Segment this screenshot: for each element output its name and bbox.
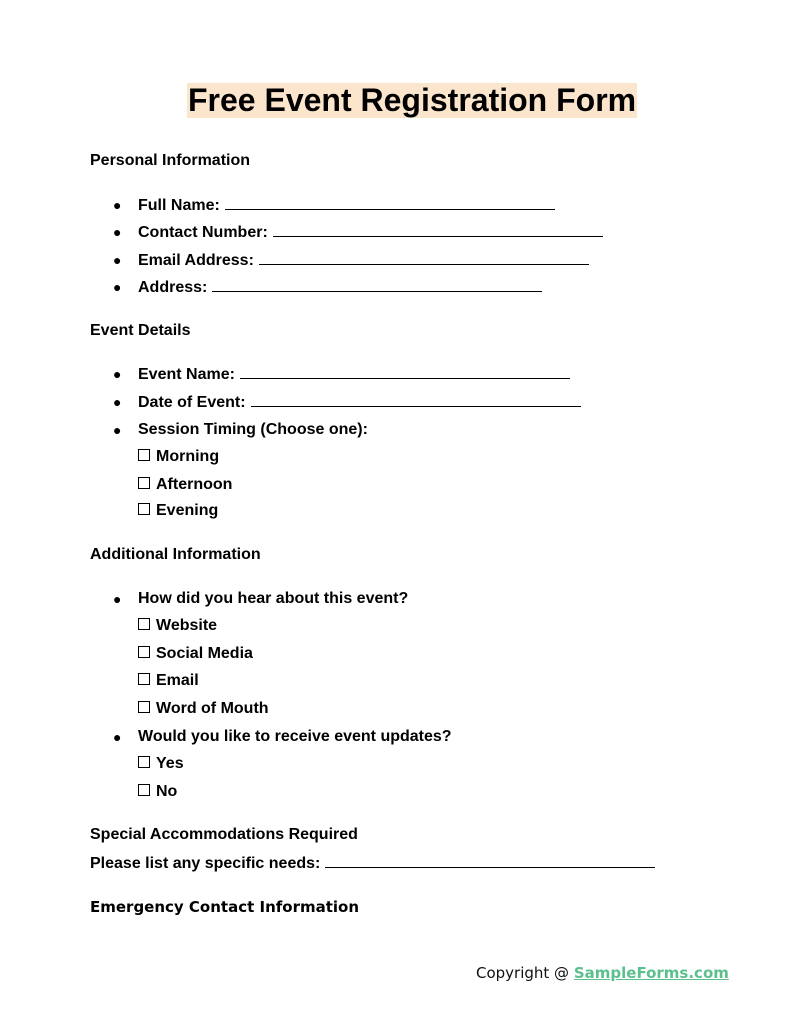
checkbox-icon xyxy=(138,784,150,796)
bullet-icon: ● xyxy=(113,422,122,438)
date-of-event-field[interactable]: Date of Event: xyxy=(138,392,581,413)
bullet-icon: ● xyxy=(113,224,122,240)
bullet-icon: ● xyxy=(113,252,122,268)
section-heading-event: Event Details xyxy=(90,322,191,339)
checkbox-icon xyxy=(138,646,150,658)
bullet-icon: ● xyxy=(113,197,122,213)
full-name-field[interactable]: Full Name: xyxy=(138,195,555,216)
copyright-footer: Copyright @ SampleForms.com xyxy=(476,964,729,982)
checkbox-no[interactable]: No xyxy=(138,782,177,802)
sampleforms-link[interactable]: SampleForms.com xyxy=(573,964,729,982)
bullet-icon: ● xyxy=(113,366,122,382)
email-address-field[interactable]: Email Address: xyxy=(138,250,589,271)
specific-needs-field[interactable]: Please list any specific needs: xyxy=(90,853,655,874)
session-timing-label: Session Timing (Choose one): xyxy=(138,421,368,438)
checkbox-word-of-mouth[interactable]: Word of Mouth xyxy=(138,699,269,719)
bullet-icon: ● xyxy=(113,591,122,607)
checkbox-evening[interactable]: Evening xyxy=(138,501,218,521)
checkbox-icon xyxy=(138,503,150,515)
page-title: Free Event Registration Form xyxy=(188,82,637,118)
bullet-icon: ● xyxy=(113,394,122,410)
bullet-icon: ● xyxy=(113,279,122,295)
question-hear-about: How did you hear about this event? xyxy=(138,590,409,607)
checkbox-icon xyxy=(138,673,150,685)
checkbox-icon xyxy=(138,449,150,461)
section-heading-emergency: Emergency Contact Information xyxy=(90,898,360,916)
checkbox-yes[interactable]: Yes xyxy=(138,754,184,774)
section-heading-personal: Personal Information xyxy=(90,152,251,169)
section-heading-special: Special Accommodations Required xyxy=(90,826,358,843)
bullet-icon: ● xyxy=(113,729,122,745)
checkbox-afternoon[interactable]: Afternoon xyxy=(138,475,232,490)
checkbox-social-media[interactable]: Social Media xyxy=(138,644,253,664)
checkbox-website[interactable]: Website xyxy=(138,616,217,636)
address-field[interactable]: Address: xyxy=(138,277,542,298)
section-heading-additional: Additional Information xyxy=(90,546,261,563)
checkbox-email[interactable]: Email xyxy=(138,671,199,691)
checkbox-icon xyxy=(138,756,150,768)
checkbox-icon xyxy=(138,618,150,630)
checkbox-icon xyxy=(138,477,150,489)
checkbox-morning[interactable]: Morning xyxy=(138,447,219,467)
question-updates: Would you like to receive event updates? xyxy=(138,728,452,745)
checkbox-icon xyxy=(138,701,150,713)
event-name-field[interactable]: Event Name: xyxy=(138,364,570,385)
contact-number-field[interactable]: Contact Number: xyxy=(138,222,603,243)
